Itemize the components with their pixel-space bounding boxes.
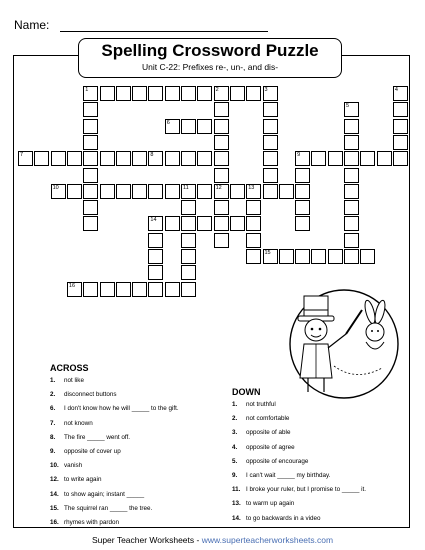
crossword-cell[interactable] [311,249,326,264]
crossword-cell[interactable] [83,216,98,231]
crossword-cell[interactable] [132,151,147,166]
footer [0,535,425,545]
crossword-cell[interactable] [279,184,294,199]
cell-number: 8 [150,152,154,159]
crossword-cell[interactable] [344,119,359,134]
across-clue [50,420,93,427]
crossword-cell[interactable] [344,233,359,248]
crossword-cell[interactable] [246,249,261,264]
cell-number: 2 [215,87,219,93]
clue-number: 16. [50,519,59,526]
crossword-cell[interactable] [214,216,229,231]
down-clue [232,486,366,493]
clue-number: 4. [232,443,238,451]
crossword-cell[interactable] [165,216,180,231]
crossword-cell[interactable] [181,282,196,297]
cell-number: 7 [20,152,24,159]
across-clue [50,491,144,498]
crossword-cell[interactable] [214,233,229,248]
name-label: Name: [14,18,50,32]
crossword-cell[interactable] [197,216,212,231]
across-heading: ACROSS [50,363,89,373]
crossword-cell[interactable] [279,249,294,264]
down-clue [232,515,321,522]
clue-text: to show again; instant _____ [64,490,145,498]
clue-text: I don't know how he will _____ to the gift. [64,405,179,413]
clue-number: 5. [232,457,238,465]
crossword-cell[interactable] [116,184,131,199]
crossword-cell[interactable] [263,184,278,199]
clue-number: 8. [50,433,56,441]
cell-number: 15 [264,250,271,256]
down-heading: DOWN [232,387,261,397]
clue-text: opposite of cover up [64,448,121,455]
page-title: Spelling Crossword Puzzle [101,41,319,60]
crossword-cell[interactable] [67,184,82,199]
page-subtitle: Unit C-22: Prefixes re-, un-, and dis- [141,62,279,72]
crossword-cell[interactable] [328,249,343,264]
clue-text: vanish [64,462,83,470]
crossword-cell[interactable] [263,249,278,264]
crossword-cell[interactable] [214,151,229,166]
crossword-cell[interactable] [246,86,261,101]
crossword-cell[interactable] [295,216,310,231]
cell-number: 5 [346,103,350,110]
clue-text: not comfortable [246,415,290,423]
clue-number: 6. [50,405,56,413]
crossword-cell[interactable] [246,184,261,199]
crossword-cell[interactable] [34,151,49,166]
clue-text: not like [64,377,84,384]
crossword-cell[interactable] [263,168,278,183]
clue-number: 9. [50,448,56,455]
crossword-cell[interactable] [214,102,229,117]
crossword-cell[interactable] [263,102,278,117]
crossword-cell[interactable] [230,86,245,101]
clue-text: The squirrel ran _____ the tree. [64,504,153,512]
crossword-cell[interactable] [230,184,245,199]
crossword-cell[interactable] [100,282,115,297]
crossword-cell[interactable] [360,151,375,166]
cell-number: 6 [166,119,170,126]
crossword-cell[interactable] [83,151,98,166]
cell-number: 9 [297,152,301,159]
across-clue [50,405,179,412]
across-clue [50,377,84,384]
crossword-cell[interactable] [83,168,98,183]
crossword-cell[interactable] [295,168,310,183]
crossword-cell[interactable] [344,249,359,264]
crossword-cell[interactable] [148,233,163,248]
clue-text: opposite of encourage [246,457,309,465]
down-clue [232,444,295,451]
clue-text: opposite of able [246,429,291,437]
clue-number: 13. [232,500,241,508]
crossword-cell[interactable] [148,184,163,199]
crossword-cell[interactable] [344,200,359,215]
down-clue [232,472,330,479]
crossword-cell[interactable] [83,184,98,199]
crossword-cell[interactable] [181,265,196,280]
crossword-cell[interactable] [51,184,66,199]
crossword-cell[interactable] [295,184,310,199]
cell-number: 10 [52,184,59,191]
clue-number: 1. [232,401,238,408]
crossword-cell[interactable] [263,135,278,150]
across-clue [50,448,121,455]
crossword-cell[interactable] [181,119,196,134]
clue-number: 14. [232,514,241,522]
clue-number: 3. [232,429,238,437]
clue-number: 2. [50,391,56,399]
crossword-cell[interactable] [344,184,359,199]
down-clue [232,429,290,436]
clue-number: 7. [50,419,56,427]
crossword-cell[interactable] [214,135,229,150]
crossword-cell[interactable] [181,86,196,101]
cell-number: 1 [85,87,89,93]
crossword-cell[interactable] [246,233,261,248]
crossword-cell[interactable] [148,282,163,297]
clue-text: not truthful [246,401,276,408]
crossword-cell[interactable] [100,184,115,199]
crossword-cell[interactable] [181,200,196,215]
crossword-cell[interactable] [344,168,359,183]
clue-number: 15. [50,504,59,512]
cell-number: 11 [183,184,189,191]
crossword-cell[interactable] [148,265,163,280]
crossword-cell[interactable] [246,200,261,215]
across-clue [50,476,101,483]
across-clue [50,505,152,512]
crossword-cell[interactable] [295,151,310,166]
crossword-cell[interactable] [295,200,310,215]
crossword-cell[interactable] [181,216,196,231]
clue-text: I can't wait _____ my birthday. [246,472,331,479]
crossword-cell[interactable] [263,119,278,134]
clue-text: rhymes with pardon [64,519,119,526]
crossword-cell[interactable] [197,119,212,134]
crossword-cell[interactable] [295,249,310,264]
crossword-cell[interactable] [148,249,163,264]
crossword-cell[interactable] [181,184,196,199]
crossword-cell[interactable] [132,282,147,297]
crossword-cell[interactable] [116,86,131,101]
crossword-cell[interactable] [148,86,163,101]
crossword-cell[interactable] [165,282,180,297]
crossword-cell[interactable] [214,184,229,199]
across-clue [50,462,82,469]
crossword-cell[interactable] [360,249,375,264]
clue-number: 2. [232,415,238,423]
crossword-cell[interactable] [165,184,180,199]
crossword-cell[interactable] [83,282,98,297]
crossword-cell[interactable] [83,86,98,101]
crossword-cell[interactable] [148,216,163,231]
crossword-cell[interactable] [344,216,359,231]
footer-brand: Super Teacher Worksheets [91,535,195,545]
crossword-cell[interactable] [197,184,212,199]
crossword-cell[interactable] [132,184,147,199]
footer-url[interactable]: www.superteacherworksheets.com [201,535,334,545]
crossword-cell[interactable] [377,151,392,166]
crossword-cell[interactable] [100,86,115,101]
crossword-cell[interactable] [214,119,229,134]
down-clue [232,415,289,422]
cell-number: 3 [264,87,268,93]
crossword-cell[interactable] [311,151,326,166]
crossword-cell[interactable] [51,151,66,166]
crossword-cell[interactable] [181,151,196,166]
crossword-cell[interactable] [214,86,229,101]
clue-text: not known [64,419,93,427]
crossword-cell[interactable] [263,86,278,101]
clue-text: disconnect buttons [64,391,117,399]
clue-text: The fire _____ went off. [64,433,131,441]
cell-number: 12 [215,184,222,191]
crossword-cell[interactable] [214,200,229,215]
cell-number: 16 [68,282,76,289]
crossword-cell[interactable] [344,102,359,117]
clue-number: 14. [50,490,59,498]
cell-number: 14 [150,217,157,224]
crossword-cell[interactable] [197,151,212,166]
clue-number: 12. [50,476,59,484]
crossword-cell[interactable] [393,135,408,150]
clue-number: 10. [50,462,59,470]
crossword-cell[interactable] [67,151,82,166]
crossword-cell[interactable] [116,282,131,297]
crossword-cell[interactable] [393,119,408,134]
clue-text: I broke your ruler, but I promise to _____ it. [246,486,367,494]
clue-text: to go backwards in a video [246,514,321,522]
across-clue [50,434,130,441]
crossword-cell[interactable] [181,233,196,248]
magician-illustration [286,286,404,400]
crossword-cell[interactable] [246,216,261,231]
crossword-cell[interactable] [393,102,408,117]
crossword-cell[interactable] [165,86,180,101]
crossword-cell[interactable] [83,102,98,117]
crossword-cell[interactable] [328,151,343,166]
clue-text: to write again [64,476,102,484]
crossword-cell[interactable] [165,119,180,134]
clue-number: 11. [232,486,241,494]
crossword-cell[interactable] [83,135,98,150]
crossword-cell[interactable] [165,151,180,166]
down-clue [232,500,294,507]
down-clue [232,458,308,465]
crossword-cell[interactable] [67,282,82,297]
clue-number: 1. [50,377,56,384]
crossword-cell[interactable] [181,249,196,264]
crossword-cell[interactable] [393,151,408,166]
down-clue [232,401,276,408]
across-clue [50,519,119,526]
crossword-cell[interactable] [344,151,359,166]
across-clue [50,391,117,398]
crossword-cell[interactable] [100,151,115,166]
crossword-cell[interactable] [18,151,33,166]
crossword-cell[interactable] [116,151,131,166]
crossword-cell[interactable] [344,135,359,150]
crossword-cell[interactable] [197,86,212,101]
cell-number: 4 [394,87,398,93]
cell-number: 13 [248,184,255,191]
clue-number: 9. [232,472,238,479]
clue-text: opposite of agree [246,443,295,451]
crossword-cell[interactable] [83,119,98,134]
crossword-cell[interactable] [230,216,245,231]
clue-text: to warm up again [246,500,295,508]
crossword-cell[interactable] [263,151,278,166]
crossword-cell[interactable] [214,168,229,183]
crossword-cell[interactable] [148,151,163,166]
footer-separator: - [194,535,202,545]
crossword-cell[interactable] [132,86,147,101]
crossword-cell[interactable] [83,200,98,215]
crossword-cell[interactable] [393,86,408,101]
